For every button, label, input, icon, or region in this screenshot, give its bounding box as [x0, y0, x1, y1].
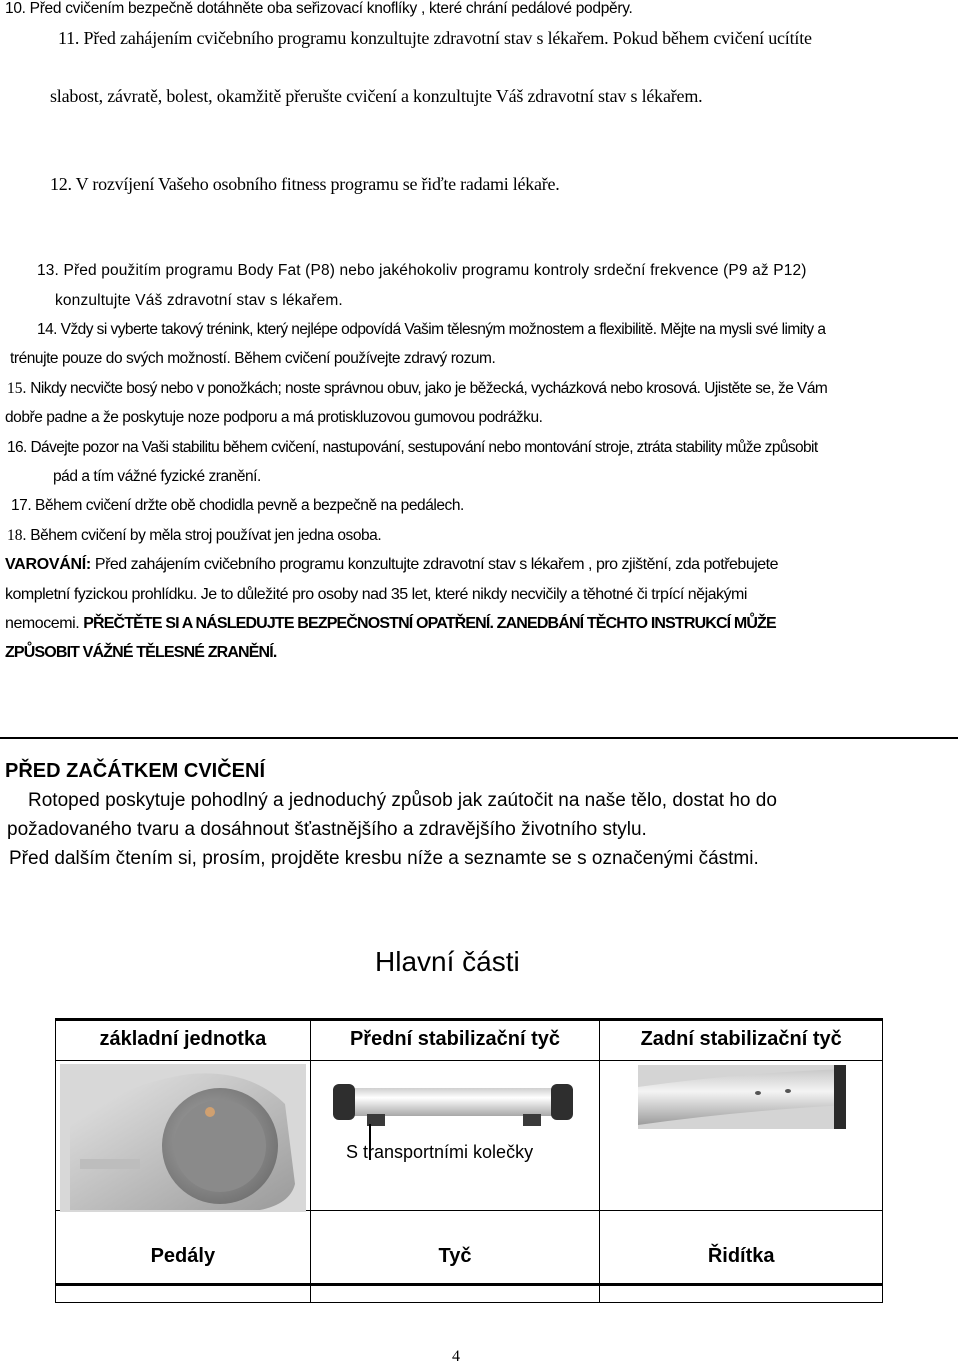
part-rear-stabilizer: Zadní stabilizační tyč — [600, 1019, 883, 1061]
item-15-line-2: dobře padne a že poskytuje noze podporu a má protiskluzovou gumovou podrážku. — [5, 409, 543, 426]
item-18 — [7, 528, 381, 544]
part-handlebars: Řidítka — [600, 1211, 883, 1303]
before-line-3: Před dalším čtením si, prosím, projděte kresbu níže a seznamte se s označenými částmi. — [9, 848, 759, 869]
warning-line-1 — [5, 557, 778, 573]
parts-header-row — [56, 1019, 883, 1061]
item-18-number: 18. — [7, 527, 27, 544]
warning-text-1: Před zahájením cvičebního programu konzultujte zdravotní stav s lékařem , pro zjištění, zda potřebujete — [94, 556, 779, 573]
part-bar: Tyč — [310, 1211, 600, 1303]
section-divider — [0, 737, 958, 739]
part-base-unit: základní jednotka — [56, 1019, 311, 1061]
table-bottom-rule — [55, 1283, 883, 1286]
before-line-1: Rotoped poskytuje pohodlný a jednoduchý způsob jak zaútočit na naše tělo, dostat ho do — [28, 790, 777, 811]
parts-title: Hlavní části — [375, 946, 520, 977]
warning-text-3a: nemocemi. — [5, 615, 80, 632]
item-18-text: Během cvičení by měla stroj používat jen jedna osoba. — [30, 527, 382, 544]
warning-label: VAROVÁNÍ: — [5, 556, 91, 573]
item-17: 17. Během cvičení držte obě chodidla pevně a bezpečně na pedálech. — [11, 497, 464, 514]
before-line-2: požadovaného tvaru a dosáhnout šťastnějšího a zdravějšího životního stylu. — [7, 819, 647, 840]
front-stabilizer-caption: S transportními kolečky — [346, 1142, 534, 1162]
item-16-line-2: pád a tím vážné fyzické zranění. — [53, 468, 261, 485]
item-14-line-2: trénujte pouze do svých možností. Během cvičení používejte zdravý rozum. — [10, 350, 496, 367]
warning-line-3 — [5, 616, 776, 632]
item-13-line-2: konzultujte Váš zdravotní stav s lékařem. — [55, 292, 343, 309]
warning-line-2: kompletní fyzickou prohlídku. Je to důležité pro osoby nad 35 let, které nikdy necvičily a těhotné či trpící nějakými — [5, 586, 747, 603]
parts-label-row — [56, 1211, 883, 1303]
item-10: 10. Před cvičením bezpečně dotáhněte oba seřizovací knoflíky , které chrání pedálové podpěry. — [5, 0, 633, 17]
item-15-line-1: Nikdy necvičte bosý nebo v ponožkách; noste správnou obuv, jako je běžecká, vycházková nebo krosová. Ujistěte se, že Vám — [30, 380, 828, 397]
item-15-number: 15. — [7, 380, 27, 397]
item-11-line-2: slabost, závratě, bolest, okamžitě přerušte cvičení a konzultujte Váš zdravotní stav s lékařem. — [50, 86, 703, 106]
item-16-line-1: 16. Dávejte pozor na Vaši stabilitu během cvičení, nastupování, sestupování nebo montování stroje, ztráta stability může způsobit — [7, 439, 818, 456]
item-14-line-1: 14. Vždy si vyberte takový trénink, který nejlépe odpovídá Vašim tělesným možnostem a flexibilitě. Mějte na mysli své limity a — [37, 321, 826, 338]
part-pedals: Pedály — [56, 1211, 311, 1303]
item-11-line-1: 11. Před zahájením cvičebního programu konzultujte zdravotní stav s lékařem. Pokud během cvičení ucítíte — [58, 28, 812, 48]
part-front-stabilizer: Přední stabilizační tyč — [310, 1019, 600, 1061]
item-15 — [7, 381, 827, 397]
warning-caps-1: PŘEČTĚTE SI A NÁSLEDUJTE BEZPEČNOSTNÍ OPATŘENÍ. ZANEDBÁNÍ TĚCHTO INSTRUKCÍ MŮŽE — [83, 615, 776, 632]
item-12: 12. V rozvíjení Vašeho osobního fitness programu se řiďte radami lékaře. — [50, 174, 560, 194]
rear-stabilizer-image — [638, 1065, 846, 1129]
item-13-line-1: 13. Před použitím programu Body Fat (P8) nebo jakéhokoliv programu kontroly srdeční frekvence (P9 až P12) — [37, 262, 807, 279]
warning-caps-2: ZPŮSOBIT VÁŽNÉ TĚLESNÉ ZRANĚNÍ. — [5, 644, 277, 661]
page-number: 4 — [452, 1348, 460, 1365]
base-unit-image — [60, 1064, 306, 1212]
before-heading: PŘED ZAČÁTKEM CVIČENÍ — [5, 760, 266, 782]
